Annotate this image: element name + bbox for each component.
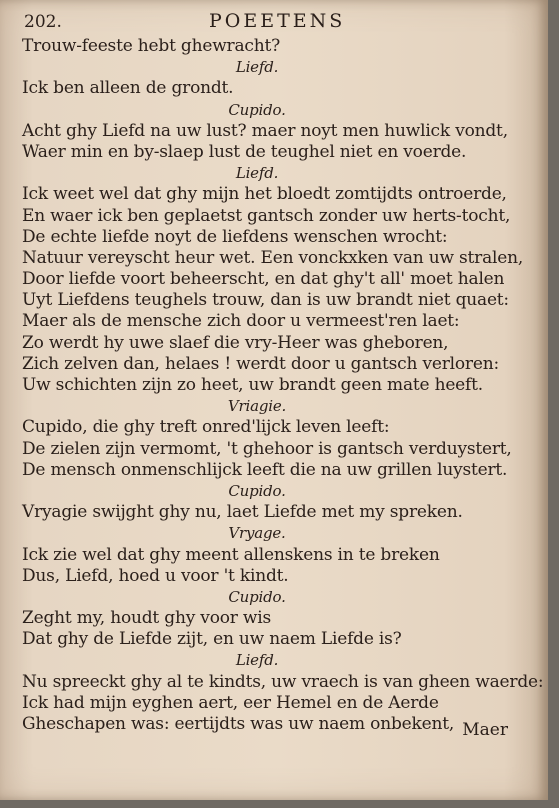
verse-line: Ick had mijn eyghen aert, eer Hemel en de Aerde [22, 692, 439, 713]
verse-line: Acht ghy Liefd na uw lust? maer noyt men huwlick vondt, [22, 120, 508, 141]
speaker-name: Liefd. [235, 164, 279, 183]
catchword: Maer [462, 720, 508, 740]
verse-line: Trouw-feeste hebt ghewracht? [22, 36, 281, 56]
verse-line: Ick ben alleen de grondt. [22, 78, 234, 99]
verse-line: Uw schichten zijn zo heet, uw brandt geen mate heeft. [22, 375, 483, 395]
verse-line: Zo werdt hy uwe slaef die vry-Heer was gheboren, [22, 332, 449, 353]
verse-line: En waer ick ben geplaetst gantsch zonder uw herts-tocht, [22, 205, 511, 226]
verse-line: De echte liefde noyt de liefdens wenschen wrocht: [22, 226, 448, 247]
verse-line: Nu spreeckt ghy al te kindts, uw vraech is van gheen waerde: [22, 671, 544, 692]
verse-line: Door liefde voort beheerscht, en dat ghy't all' moet halen [22, 269, 505, 290]
speaker-name: Cupido. [228, 587, 286, 606]
speaker-name: Vryage. [228, 524, 286, 543]
verse-line: Ick weet wel dat ghy mijn het bloedt zomtijdts ontroerde, [22, 184, 507, 205]
verse-line: Cupido, die ghy treft onred'lijck leven leeft: [22, 417, 390, 438]
speaker-name: Liefd. [235, 58, 279, 77]
verse-line: Vryagie swijght ghy nu, laet Liefde met my spreken. [22, 502, 463, 523]
running-head: POEETENS [209, 10, 346, 32]
verse-line: Ick zie wel dat ghy meent allenskens in te breken [22, 544, 440, 565]
verse-line: Uyt Liefdens teughels trouw, dan is uw brandt niet quaet: [22, 290, 509, 311]
verse-line: Dus, Liefd, hoed u voor 't kindt. [22, 565, 289, 586]
verse-line: Zich zelven dan, helaes ! werdt door u gantsch verloren: [22, 353, 499, 374]
verse-line: De mensch onmenschlijck leeft die na uw grillen luystert. [22, 459, 508, 480]
speaker-name: Cupido. [228, 481, 286, 500]
verse-line: Maer als de mensche zich door u vermeest'ren laet: [22, 311, 460, 332]
page-header [24, 8, 524, 34]
page-number: 202. [24, 12, 62, 32]
verse-line: Gheschapen was: eertijdts was uw naem onbekent, [22, 714, 455, 734]
poem-text-block [22, 36, 544, 735]
verse-line: Dat ghy de Liefde zijt, en uw naem Liefde is? [22, 629, 402, 650]
verse-line: Zeght my, houdt ghy voor wis [22, 608, 272, 629]
verse-line: De zielen zijn vermomt, 't ghehoor is gantsch verduystert, [22, 438, 512, 459]
verse-line: Waer min en by-slaep lust de teughel niet en voerde. [22, 141, 467, 162]
verse-line: Natuur vereyscht heur wet. Een vonckxken van uw stralen, [22, 247, 524, 268]
speaker-name: Vriagie. [227, 397, 287, 416]
speaker-name: Cupido. [228, 100, 286, 119]
speaker-name: Liefd. [235, 651, 279, 670]
